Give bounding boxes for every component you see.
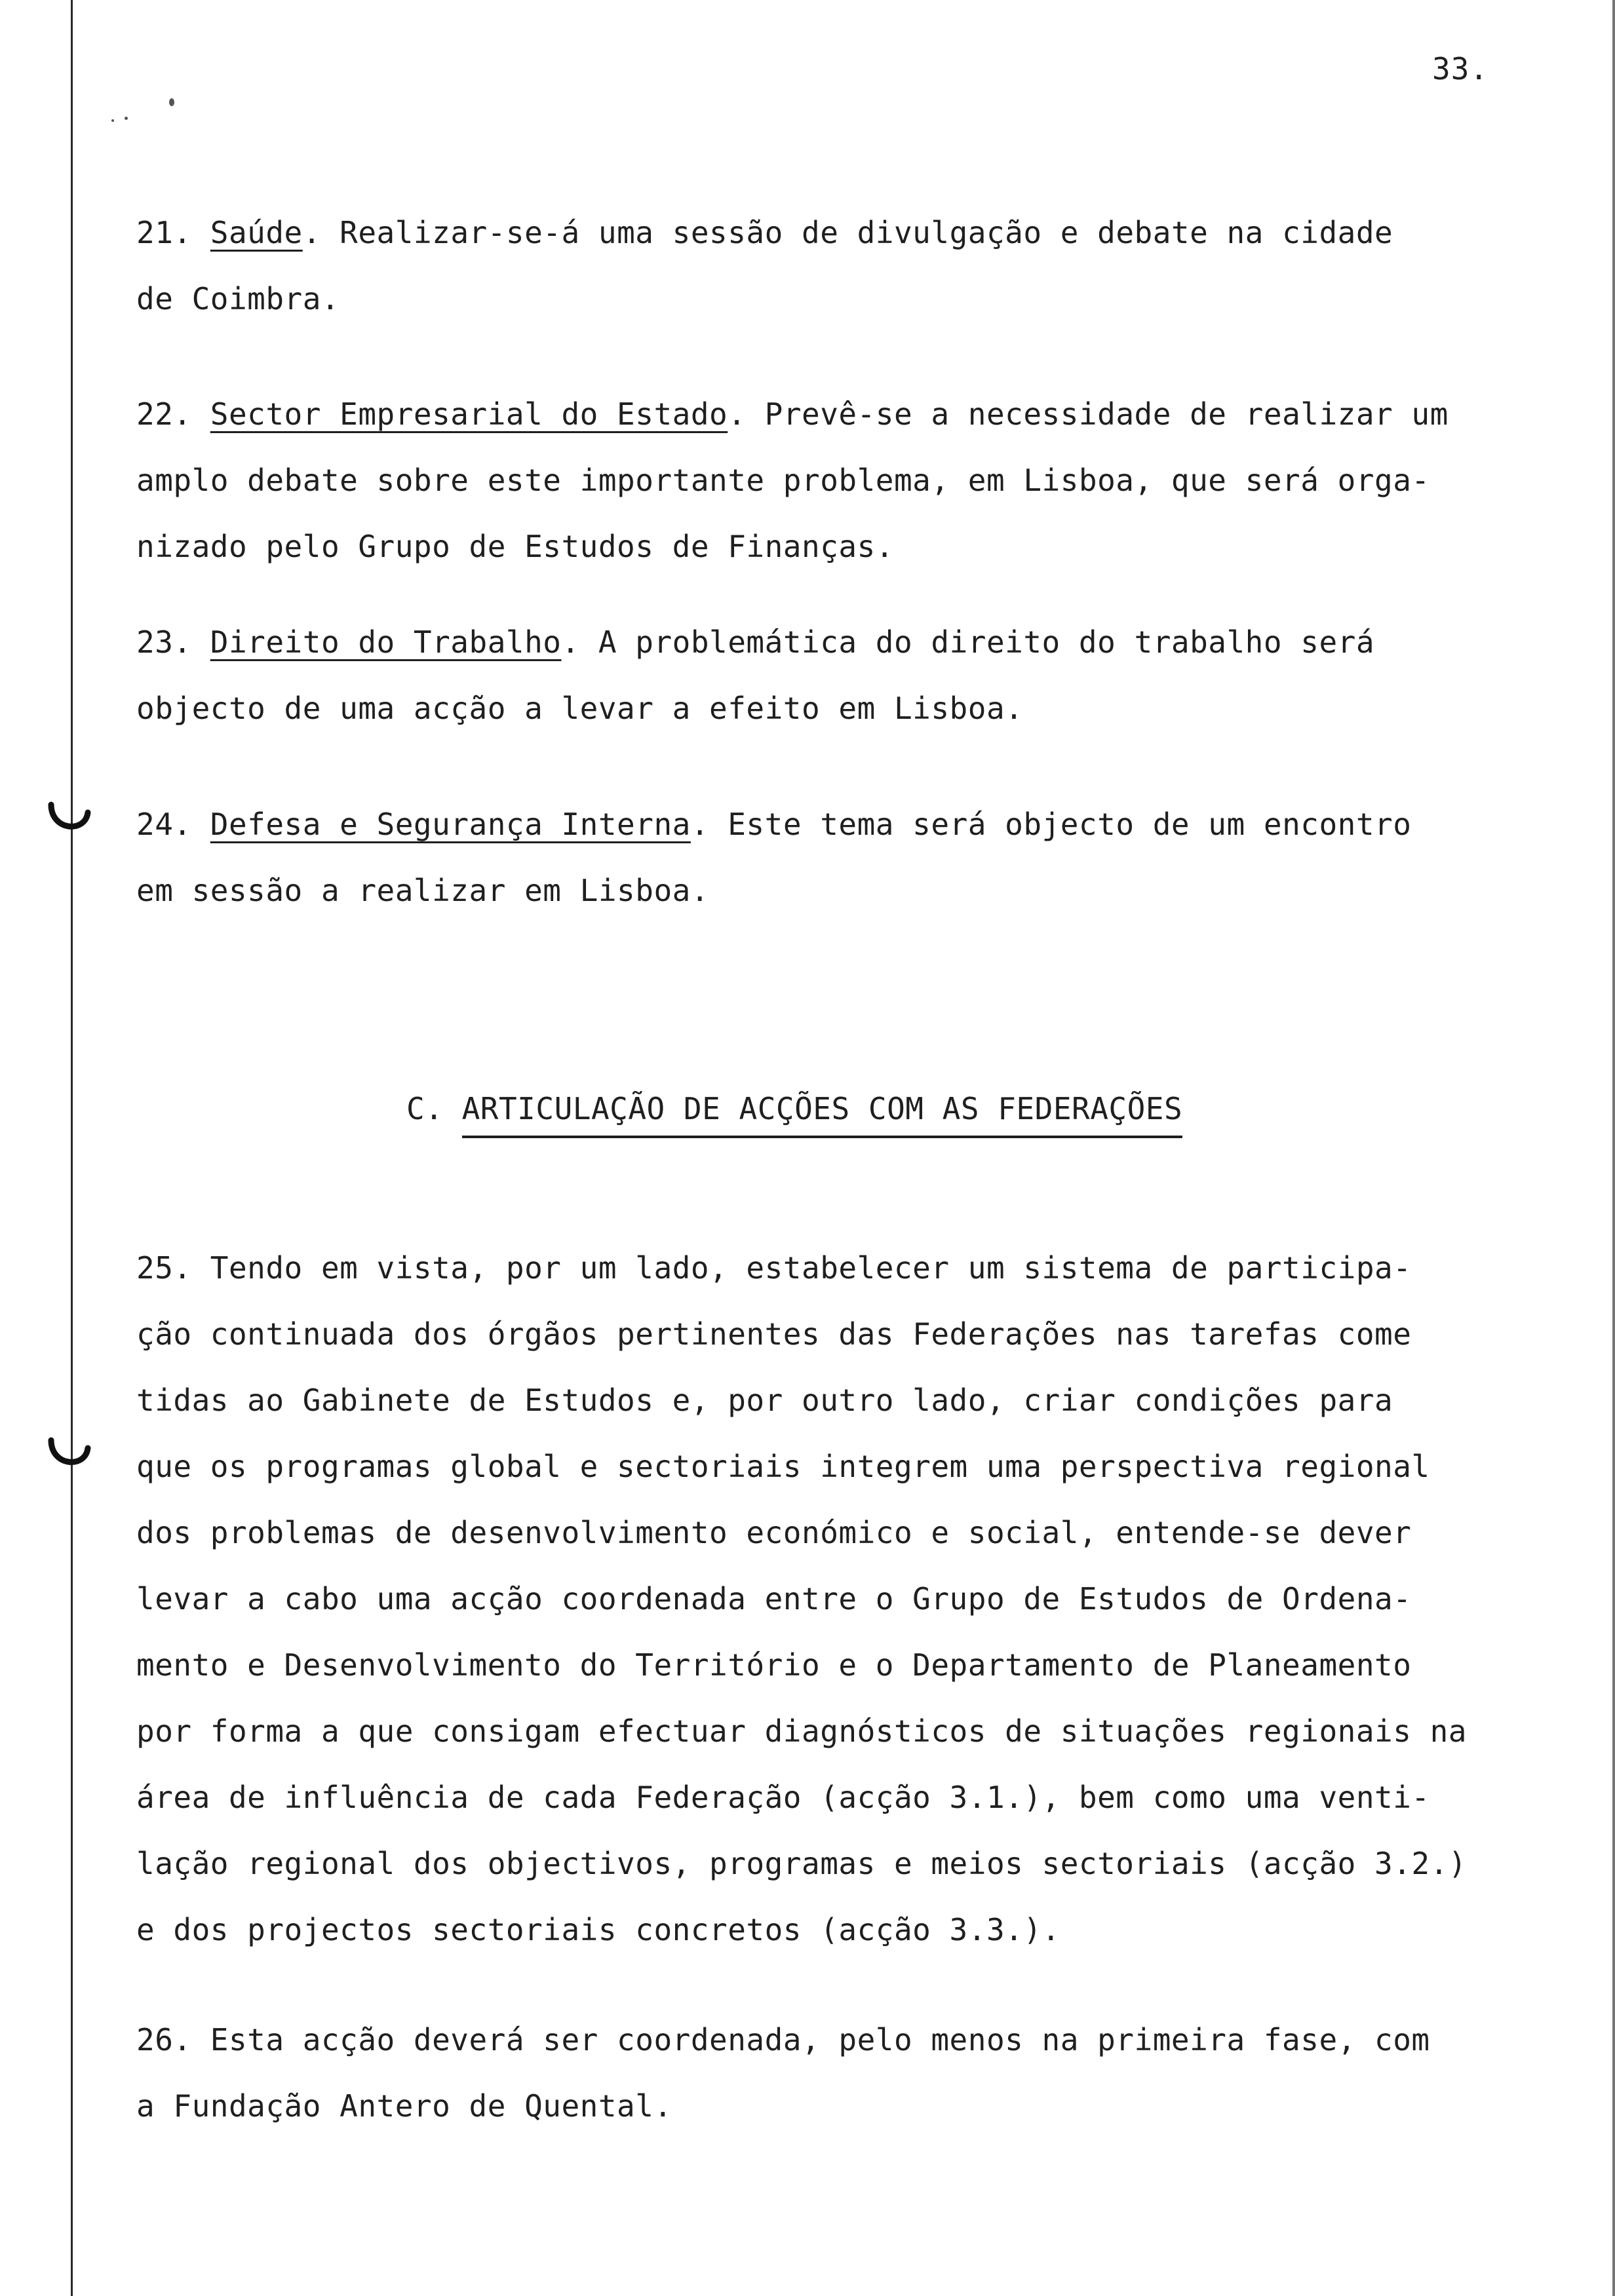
page-number: 33. (1432, 51, 1489, 86)
item-23 (136, 609, 1578, 742)
item-25-line: ção continuada dos órgãos pertinentes das Federações nas tarefas come (136, 1316, 1412, 1352)
item-number: 22. (136, 396, 210, 432)
item-number: 24. (136, 807, 210, 842)
margin-hook-mark (47, 799, 93, 839)
heading-title: ARTICULAÇÃO DE ACÇÕES COM AS FEDERAÇÕES (462, 1091, 1183, 1138)
item-25-line: e dos projectos sectoriais concretos (acção 3.3.). (136, 1912, 1060, 1947)
item-text: . Este tema será objecto de um encontro (690, 807, 1412, 842)
item-text: . Prevê-se a necessidade de realizar um (728, 396, 1449, 432)
item-26-line: 26. Esta acção deverá ser coordenada, pelo menos na primeira fase, com (136, 2022, 1430, 2057)
item-22 (136, 381, 1578, 580)
item-26-line: a Fundação Antero de Quental. (136, 2088, 672, 2124)
item-text: . A problemática do direito do trabalho será (561, 624, 1375, 660)
item-25-line: lação regional dos objectivos, programas e meios sectoriais (acção 3.2.) (136, 1846, 1467, 1881)
item-22-line-3: nizado pelo Grupo de Estudos de Finanças. (136, 529, 894, 564)
item-21 (136, 200, 1578, 332)
section-heading (406, 1091, 1182, 1138)
item-22-line-1 (136, 381, 1578, 448)
ink-speck (125, 117, 128, 120)
item-title: Sector Empresarial do Estado (210, 396, 728, 432)
ink-speck (169, 98, 174, 106)
item-25 (136, 1235, 1578, 1963)
item-title: Defesa e Segurança Interna (210, 807, 691, 842)
item-21-line-2: de Coimbra. (136, 281, 340, 316)
item-24-line-2: em sessão a realizar em Lisboa. (136, 873, 710, 908)
item-25-line: tidas ao Gabinete de Estudos e, por outro lado, criar condições para (136, 1383, 1393, 1418)
item-25-line: dos problemas de desenvolvimento económico e social, entende-se dever (136, 1515, 1412, 1550)
item-title: Direito do Trabalho (210, 624, 562, 660)
item-text: . Realizar-se-á uma sessão de divulgação e debate na cidade (302, 215, 1393, 250)
item-number: 23. (136, 624, 210, 660)
heading-prefix: C. (406, 1091, 462, 1126)
item-25-line: área de influência de cada Federação (acção 3.1.), bem como uma venti- (136, 1780, 1430, 1815)
item-21-line-1 (136, 200, 1578, 266)
item-22-line-2: amplo debate sobre este importante problema, em Lisboa, que será orga- (136, 463, 1430, 498)
item-number: 21. (136, 215, 210, 250)
item-23-line-1 (136, 609, 1578, 676)
page-binding-edge (71, 0, 73, 2296)
item-24 (136, 792, 1578, 924)
item-25-line: mento e Desenvolvimento do Território e o Departamento de Planeamento (136, 1647, 1412, 1683)
ink-speck (111, 119, 114, 122)
item-24-line-1 (136, 792, 1578, 858)
item-26 (136, 2007, 1578, 2139)
item-25-line: levar a cabo uma acção coordenada entre o Grupo de Estudos de Ordena- (136, 1581, 1412, 1617)
item-25-line: 25. Tendo em vista, por um lado, estabelecer um sistema de participa- (136, 1250, 1412, 1286)
item-title: Saúde (210, 215, 303, 250)
item-25-line: que os programas global e sectoriais integrem uma perspectiva regional (136, 1449, 1430, 1484)
page-right-edge (1612, 0, 1615, 2296)
item-23-line-2: objecto de uma acção a levar a efeito em Lisboa. (136, 691, 1024, 726)
item-25-line: por forma a que consigam efectuar diagnósticos de situações regionais na (136, 1713, 1467, 1749)
margin-hook-mark (47, 1435, 93, 1474)
